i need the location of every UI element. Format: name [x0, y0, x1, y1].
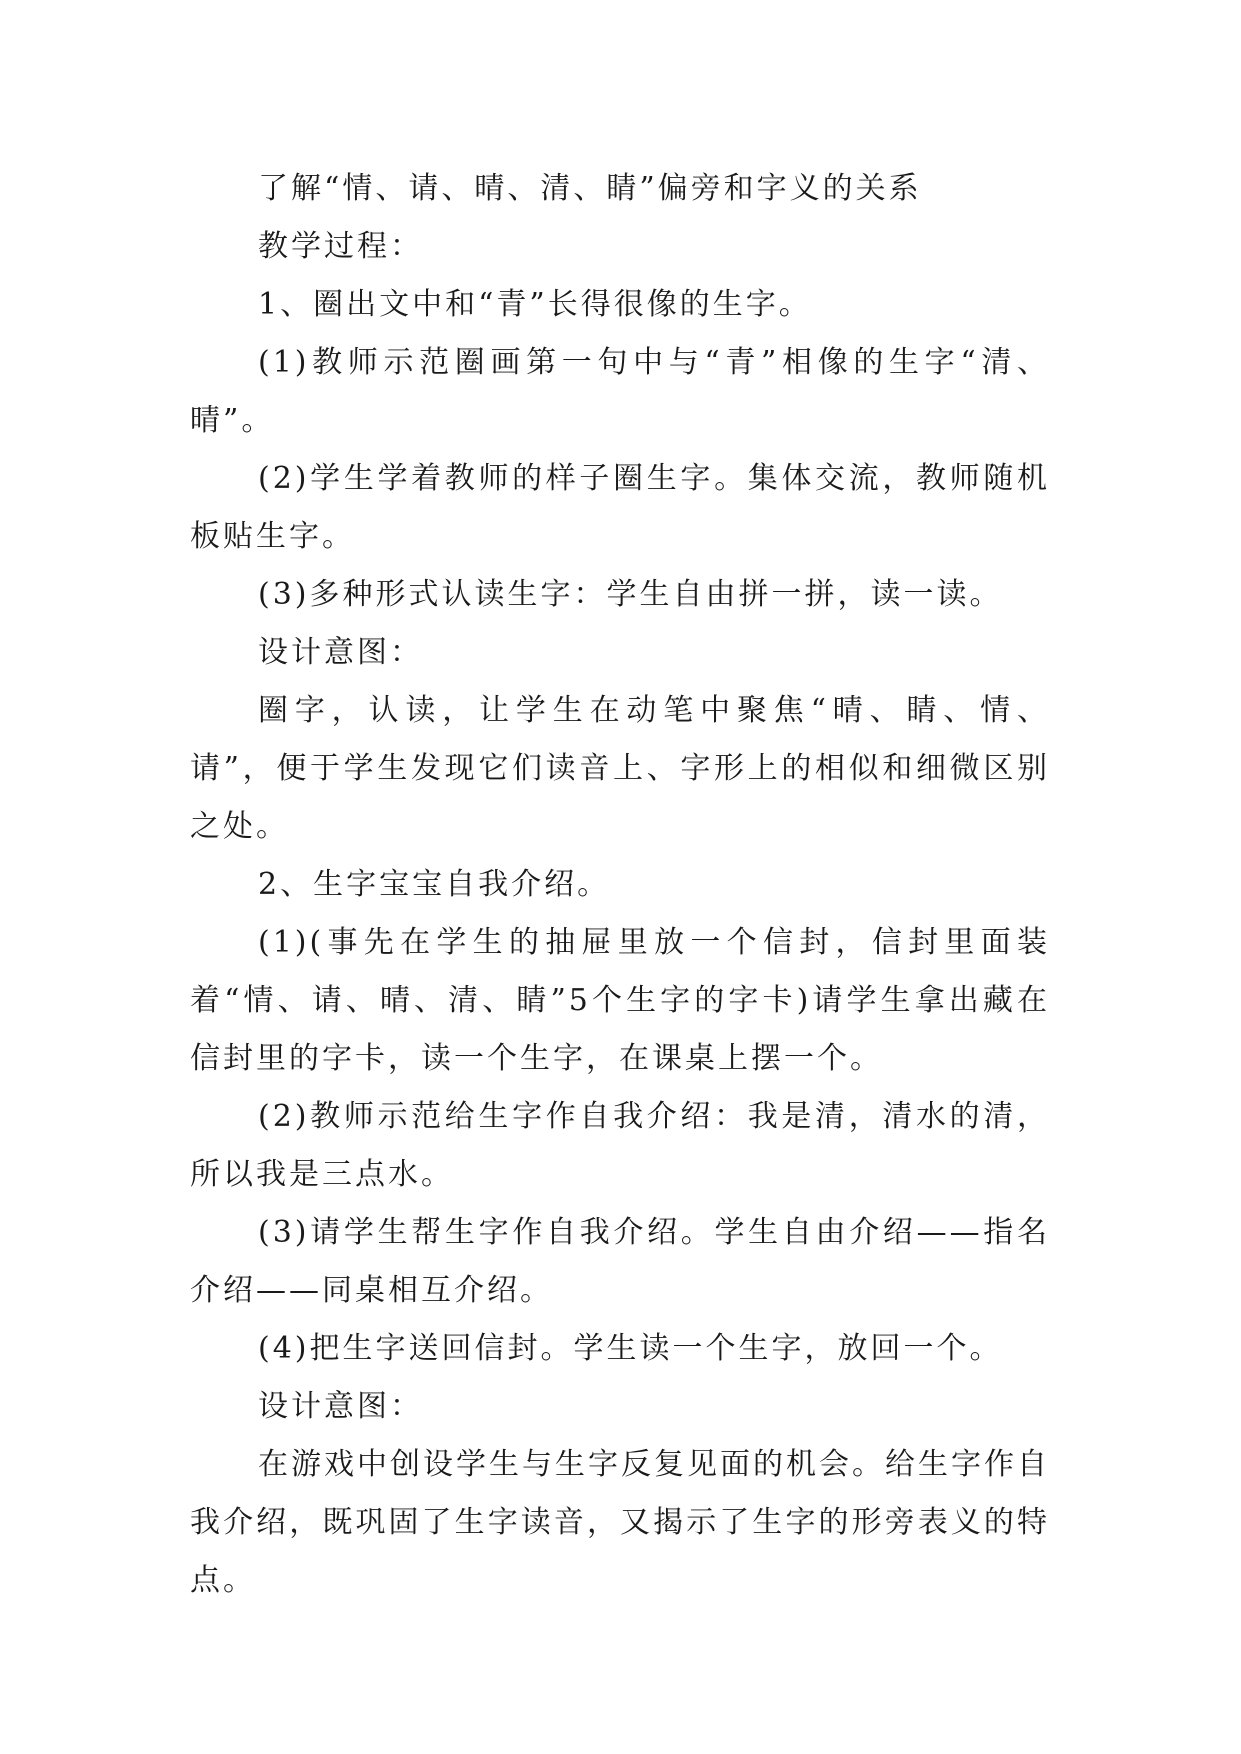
paragraph-design-intent-heading-1: 设计意图：	[258, 635, 423, 670]
paragraph-design-intent-1: 圈字，认读，让学生在动笔中聚焦“晴、睛、情、请”，便于学生发现它们读音上、字形上的相似和细微区别之处。	[190, 693, 1050, 844]
paragraph-step-2: 2、生字宝宝自我介绍。	[258, 867, 611, 902]
paragraph-step-1-2: (2)学生学着教师的样子圈生字。集体交流，教师随机板贴生字。	[190, 461, 1050, 554]
paragraph-objective: 了解“情、请、晴、清、睛”偏旁和字义的关系	[258, 171, 922, 206]
paragraph-design-intent-2: 在游戏中创设学生与生字反复见面的机会。给生字作自我介绍，既巩固了生字读音，又揭示了生字的形旁表义的特点。	[190, 1447, 1050, 1598]
paragraph-step-1: 1、圈出文中和“青”长得很像的生字。	[258, 287, 812, 322]
paragraph-step-1-3: (3)多种形式认读生字：学生自由拼一拼，读一读。	[258, 577, 1003, 612]
paragraph-step-2-4: (4)把生字送回信封。学生读一个生字，放回一个。	[258, 1331, 1003, 1366]
paragraph-step-2-3: (3)请学生帮生字作自我介绍。学生自由介绍——指名介绍——同桌相互介绍。	[190, 1215, 1050, 1308]
document-body	[190, 160, 1050, 1610]
paragraph-step-2-1: (1)(事先在学生的抽屉里放一个信封，信封里面装着“情、请、晴、清、睛”5个生字的字卡)请学生拿出藏在信封里的字卡，读一个生字，在课桌上摆一个。	[190, 925, 1050, 1076]
paragraph-design-intent-heading-2: 设计意图：	[258, 1389, 423, 1424]
paragraph-process-heading: 教学过程：	[258, 229, 423, 264]
paragraph-step-1-1: (1)教师示范圈画第一句中与“青”相像的生字“清、晴”。	[190, 345, 1050, 438]
paragraph-step-2-2: (2)教师示范给生字作自我介绍：我是清，清水的清，所以我是三点水。	[190, 1099, 1050, 1192]
